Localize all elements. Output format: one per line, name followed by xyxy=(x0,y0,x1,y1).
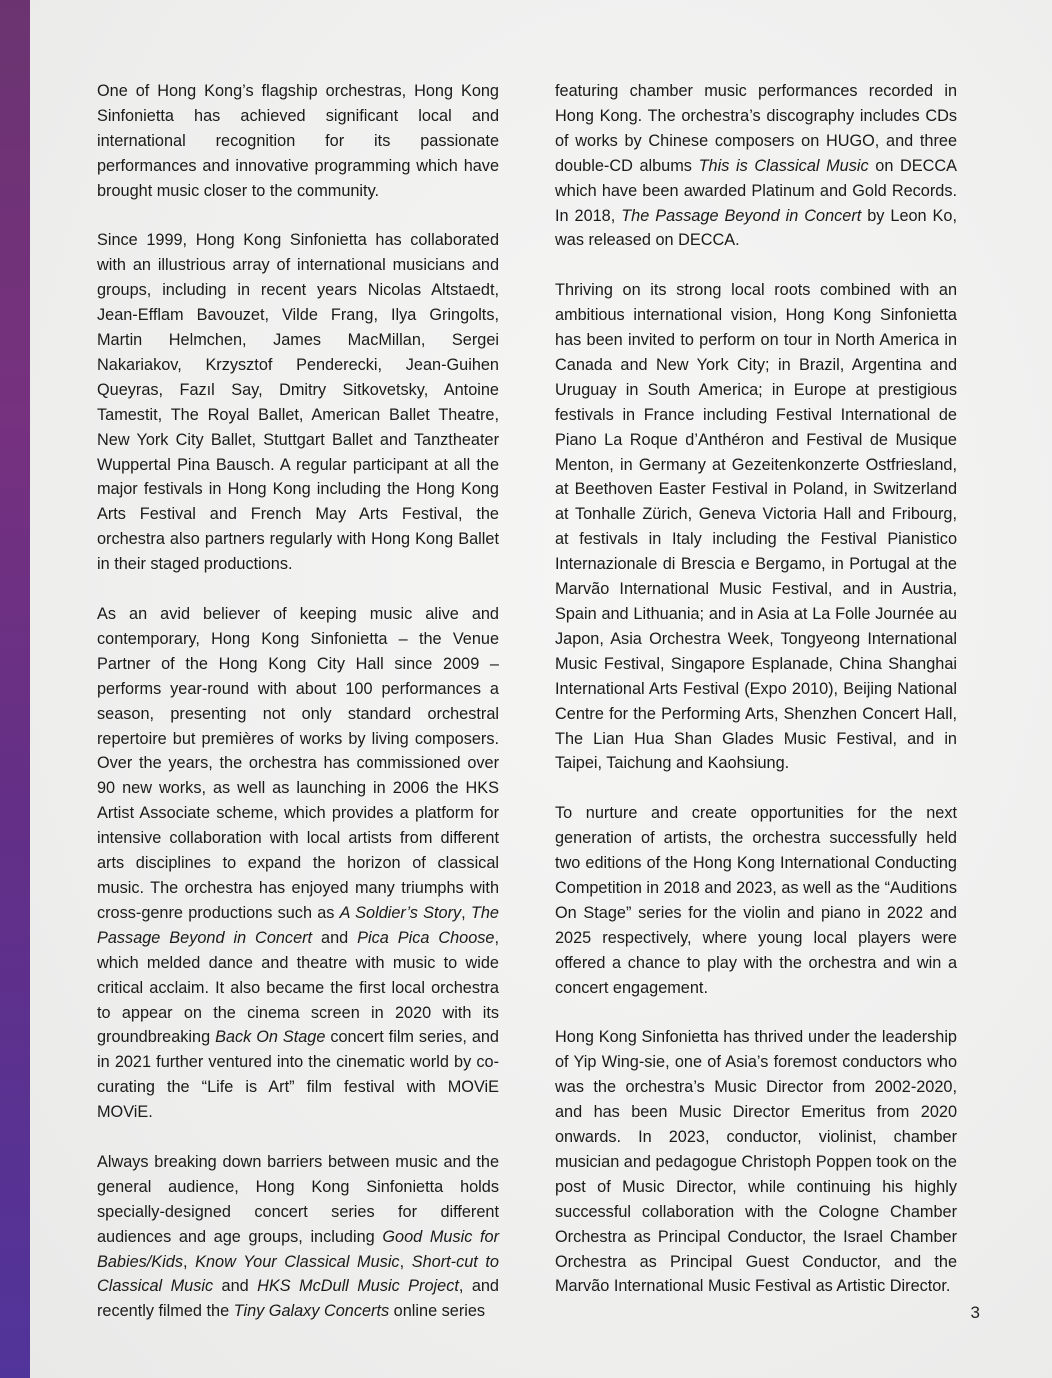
paragraph-next-generation: To nurture and create opportunities for the next generation of artists, the orchestra successfully held two editions of the Hong Kong International Conducting Competition in 2018 and 2023, as well as the “Auditions On Stage” series for the violin and piano in 2022 and 2025 respectively, where young local players were offered a chance to play with the orchestra and win a concert engagement. xyxy=(555,804,957,997)
paragraph-collaborations: Since 1999, Hong Kong Sinfonietta has collaborated with an illustrious array of international musicians and groups, including in recent years Nicolas Altstaedt, Jean-Efflam Bavouzet, Vilde Frang, Ilya Gringolts, Martin Helmchen, James MacMillan, Sergei Nakariakov, Krzysztof Penderecki, Jean-Guihen Queyras, Fazıl Say, Dmitry Sitkovetsky, Antoine Tamestit, The Royal Ballet, American Ballet Theatre, New York City Ballet, Stuttgart Ballet and Tanztheater Wuppertal Pina Bausch. A regular participant at all the major festivals in Hong Kong including the Hong Kong Arts Festival and French May Arts Festival, the orchestra also partners regularly with Hong Kong Ballet in their staged productions. xyxy=(97,231,499,574)
purple-page-edge xyxy=(0,0,30,1378)
left-text-column xyxy=(97,79,499,1324)
paragraph-discography: featuring chamber music performances recorded in Hong Kong. The orchestra’s discography includes CDs of works by Chinese composers on HUGO, and three double-CD albums This is Classical Music on DECCA which have been awarded Platinum and Gold Records. In 2018, The Passage Beyond in Concert by Leon Ko, was released on DECCA. xyxy=(555,82,957,250)
page-number: 3 xyxy=(970,1303,980,1322)
paragraph-touring: Thriving on its strong local roots combined with an ambitious international vision, Hong Kong Sinfonietta has been invited to perform on tour in North America in Canada and New York City; in Brazil, Argentina and Uruguay in South America; in Europe at prestigious festivals in France including Festival International de Piano La Roque d’Anthéron and Festival de Musique Menton, in Germany at Gezeitenkonzerte Ostfriesland, at Beethoven Easter Festival in Poland, in Switzerland at Tonhalle Zürich, Geneva Victoria Hall and Fribourg, at festivals in Italy including the Festival Pianistico Internazionale di Brescia e Bergamo, in Portugal at the Marvão International Music Festival, and in Austria, Spain and Lithuania; and in Asia at La Folle Journée au Japon, Asia Orchestra Week, Tongyeong International Music Festival, Singapore Esplanade, China Shanghai International Arts Festival (Expo 2010), Beijing National Centre for the Performing Arts, Shenzhen Concert Hall, The Lian Hua Shan Glades Music Festival, and in Taipei, Taichung and Kaohsiung. xyxy=(555,281,957,773)
paragraph-intro: One of Hong Kong’s flagship orchestras, Hong Kong Sinfonietta has achieved significant local and international recognition for its passionate performances and innovative programming which have brought music closer to the community. xyxy=(97,82,499,200)
paragraph-audience-series: Always breaking down barriers between music and the general audience, Hong Kong Sinfonietta holds specially-designed concert series for different audiences and age groups, including Good Music for Babies/Kids, Know Your Classical Music, Short-cut to Classical Music and HKS McDull Music Project, and recently filmed the Tiny Galaxy Concerts online series xyxy=(97,1152,499,1321)
paragraph-contemporary: As an avid believer of keeping music alive and contemporary, Hong Kong Sinfonietta – the Venue Partner of the Hong Kong City Hall since 2009 – performs year-round with about 100 performances a season, presenting not only standard orchestral repertoire but premières of works by living composers. Over the years, the orchestra has commissioned over 90 new works, as well as launching in 2006 the HKS Artist Associate scheme, which provides a platform for intensive collaboration with local artists from different arts disciplines to expand the horizon of classical music. The orchestra has enjoyed many triumphs with cross-genre productions such as A Soldier’s Story, The Passage Beyond in Concert and Pica Pica Choose, which melded dance and theatre with music to wide critical acclaim. It also became the first local orchestra to appear on the cinema screen in 2020 with its groundbreaking Back On Stage concert film series, and in 2021 further ventured into the cinematic world by co-curating the “Life is Art” film festival with MOViE MOViE. xyxy=(97,605,499,1122)
right-text-column xyxy=(555,79,957,1299)
paragraph-leadership: Hong Kong Sinfonietta has thrived under the leadership of Yip Wing-sie, one of Asia’s foremost conductors who was the orchestra’s Music Director from 2002-2020, and has been Music Director Emeritus from 2020 onwards. In 2023, conductor, violinist, chamber musician and pedagogue Christoph Poppen took on the post of Music Director, while continuing his highly successful collaboration with the Cologne Chamber Orchestra as Principal Conductor, the Israel Chamber Orchestra as Principal Guest Conductor, and the Marvão International Music Festival as Artistic Director. xyxy=(555,1028,957,1296)
